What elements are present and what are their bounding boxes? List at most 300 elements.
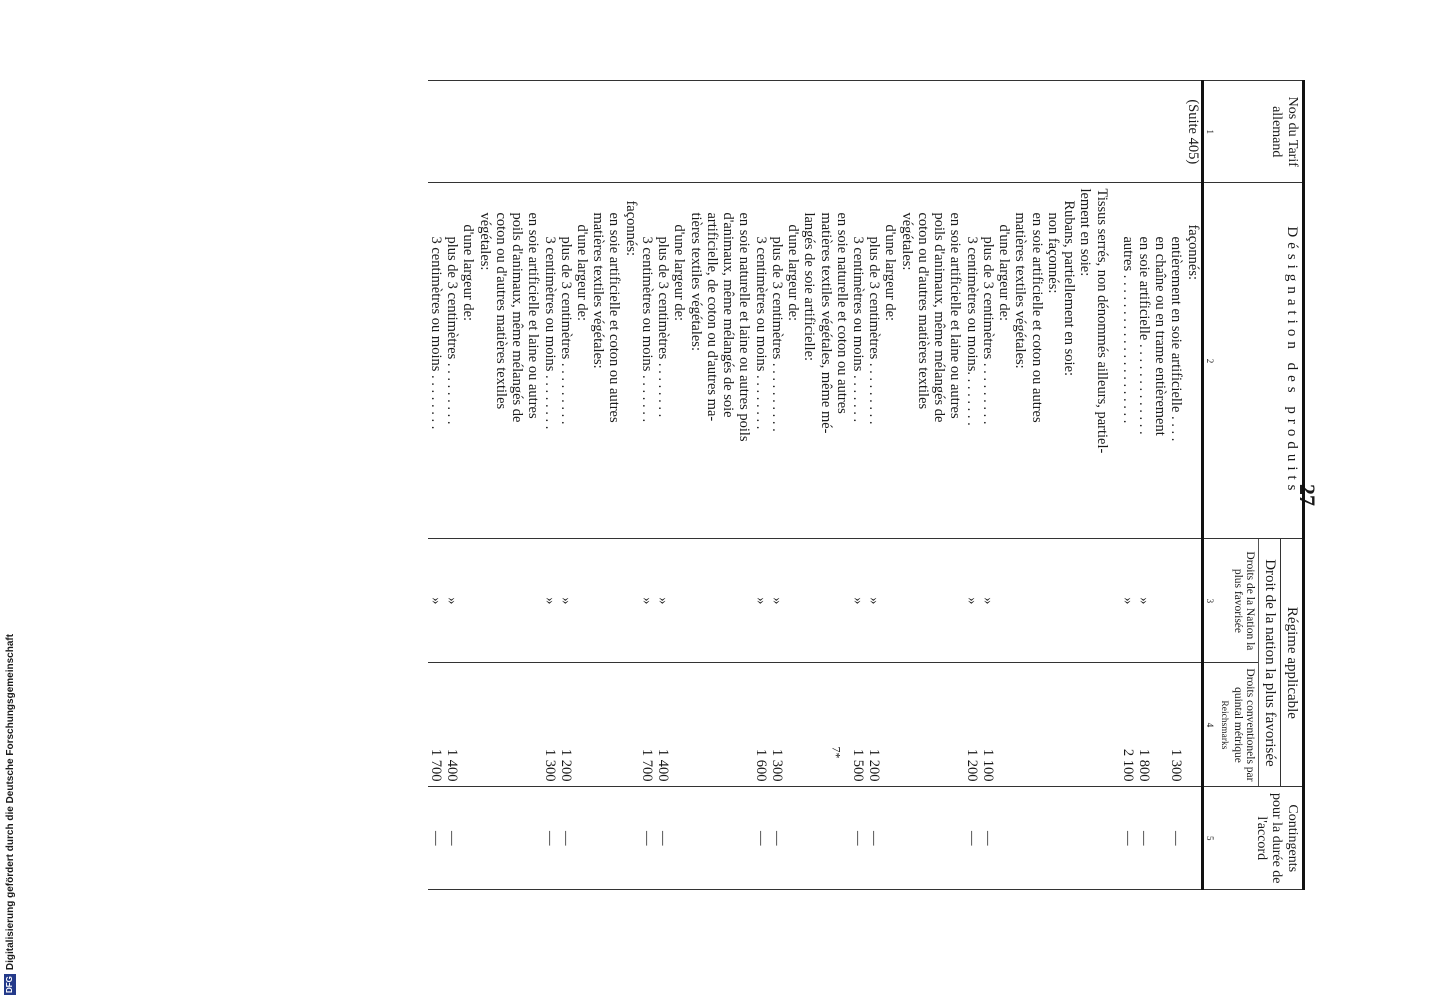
quota-cell — [525, 787, 541, 890]
conventional-duty-cell — [1028, 663, 1044, 787]
designation-cell — [606, 183, 622, 539]
conventional-duty-cell — [525, 663, 541, 787]
mfn-duty-cell — [996, 539, 1012, 663]
tariff-number-cell — [834, 81, 850, 183]
table-row — [850, 81, 866, 890]
mfn-duty-cell — [1184, 539, 1202, 663]
quota-cell — [590, 787, 606, 890]
mfn-duty-cell: » — [963, 539, 979, 663]
tariff-number-cell — [444, 81, 460, 183]
conventional-duty-cell — [931, 663, 947, 787]
conventional-duty-cell — [623, 663, 639, 787]
quota-cell: — — [980, 787, 996, 890]
mfn-duty-cell — [623, 539, 639, 663]
table-row — [525, 81, 541, 890]
mfn-duty-cell — [1061, 539, 1077, 663]
mfn-duty-cell — [817, 539, 833, 663]
conventional-duty-cell — [785, 663, 801, 787]
designation-cell — [752, 183, 768, 539]
conventional-duty-cell — [736, 663, 752, 787]
separator-cell — [1110, 81, 1120, 183]
quota-cell — [931, 787, 947, 890]
designation-text: lement en soie: — [1077, 188, 1094, 277]
conventional-duty-cell — [493, 663, 509, 787]
mfn-duty-cell: » — [558, 539, 574, 663]
quota-cell: — — [541, 787, 557, 890]
quota-cell — [785, 787, 801, 890]
tariff-number-cell — [817, 81, 833, 183]
tariff-number-cell — [687, 81, 703, 183]
tariff-number-cell — [606, 81, 622, 183]
table-row — [1184, 81, 1202, 890]
designation-cell — [817, 183, 833, 539]
designation-text: d'une largeur de: — [785, 224, 802, 322]
mfn-duty-cell — [736, 539, 752, 663]
designation-text: poils d'animaux, même mélangés de — [509, 212, 526, 423]
designation-cell — [1184, 183, 1202, 539]
designation-cell — [476, 183, 492, 539]
designation-cell — [704, 183, 720, 539]
designation-cell — [1045, 183, 1061, 539]
table-row — [720, 81, 736, 890]
mfn-duty-cell: » — [428, 539, 444, 663]
tariff-number-cell — [525, 81, 541, 183]
conventional-duty-cell — [1152, 663, 1168, 787]
designation-cell — [1012, 183, 1028, 539]
tariff-number-cell — [1012, 81, 1028, 183]
conventional-duty-cell: 1 200 — [558, 663, 574, 787]
designation-text: 3 centimètres ou moins . . . . . . . . — [541, 236, 558, 430]
tariff-body — [428, 81, 1203, 890]
designation-cell — [525, 183, 541, 539]
conventional-duty-cell: 1 300 — [769, 663, 785, 787]
designation-text: façonnés: — [1184, 224, 1201, 281]
designation-text: matières textiles végétales: — [1012, 212, 1029, 369]
table-row — [1152, 81, 1168, 890]
designation-cell — [866, 183, 882, 539]
tariff-number-cell — [882, 81, 898, 183]
separator-cell — [1110, 183, 1120, 539]
quota-cell — [915, 787, 931, 890]
mfn-duty-cell — [574, 539, 590, 663]
conventional-duty-cell — [671, 663, 687, 787]
designation-cell — [623, 183, 639, 539]
designation-text: coton ou d'autres matières textiles — [492, 212, 509, 410]
designation-cell — [1120, 183, 1136, 539]
table-row — [898, 81, 914, 890]
table-row — [623, 81, 639, 890]
table-row — [1061, 81, 1077, 890]
conventional-duty-cell — [687, 663, 703, 787]
quota-cell — [460, 787, 476, 890]
tariff-number-cell — [1152, 81, 1168, 183]
quota-cell: — — [866, 787, 882, 890]
quota-cell — [1077, 787, 1093, 890]
tariff-number-cell — [509, 81, 525, 183]
quota-cell: — — [850, 787, 866, 890]
quota-cell — [996, 787, 1012, 890]
quota-cell: — — [444, 787, 460, 890]
designation-cell — [931, 183, 947, 539]
tariff-number-cell — [785, 81, 801, 183]
mfn-duty-cell: » — [1120, 539, 1136, 663]
mfn-duty-cell — [476, 539, 492, 663]
table-row — [541, 81, 557, 890]
table-row — [1077, 81, 1093, 890]
designation-cell — [980, 183, 996, 539]
table-row — [671, 81, 687, 890]
designation-text: en soie naturelle et laine ou autres poils — [736, 212, 753, 442]
quota-cell — [509, 787, 525, 890]
table-row — [931, 81, 947, 890]
mfn-duty-cell — [687, 539, 703, 663]
mfn-duty-cell — [460, 539, 476, 663]
designation-cell — [996, 183, 1012, 539]
tariff-number-cell — [671, 81, 687, 183]
tariff-number-cell — [963, 81, 979, 183]
table-row — [915, 81, 931, 890]
header-contingents: Contingents pour la durée de l'accord — [1216, 787, 1304, 890]
tariff-number-cell — [931, 81, 947, 183]
table-row — [558, 81, 574, 890]
designation-cell — [574, 183, 590, 539]
designation-cell — [834, 183, 850, 539]
quota-cell — [623, 787, 639, 890]
mfn-duty-cell — [931, 539, 947, 663]
table-row — [736, 81, 752, 890]
tariff-number-cell — [1136, 81, 1152, 183]
mfn-duty-cell — [493, 539, 509, 663]
table-row — [769, 81, 785, 890]
designation-text: d'une largeur de: — [574, 224, 591, 322]
tariff-number-cell — [574, 81, 590, 183]
quota-cell — [493, 787, 509, 890]
conventional-duty-cell — [947, 663, 963, 787]
table-row — [460, 81, 476, 890]
conventional-duty-cell — [509, 663, 525, 787]
header-designation: Désignation des produits — [1216, 183, 1304, 539]
table-row — [963, 81, 979, 890]
quota-cell: — — [1168, 787, 1184, 890]
designation-text: Tissus serrés, non dénommés ailleurs, partiel- — [1093, 188, 1110, 454]
separator-cell — [1110, 787, 1120, 890]
designation-text: végétales: — [898, 212, 915, 271]
designation-cell — [785, 183, 801, 539]
conventional-duty-cell: 1 200 — [963, 663, 979, 787]
designation-text: 3 centimètres ou moins. . . . . . . . — [963, 236, 980, 426]
table-row — [1120, 81, 1136, 890]
column-number: 4 — [1202, 663, 1216, 787]
conventional-duty-cell: 1 800 — [1136, 663, 1152, 787]
quota-cell: — — [1136, 787, 1152, 890]
quota-cell — [574, 787, 590, 890]
mfn-duty-cell: » — [541, 539, 557, 663]
conventional-duty-cell: 1 400 — [444, 663, 460, 787]
designation-cell — [655, 183, 671, 539]
tariff-number-cell — [1045, 81, 1061, 183]
mfn-duty-cell — [1045, 539, 1061, 663]
header-tariff-number: Nos du Tarif allemand — [1216, 81, 1304, 183]
designation-text: non façonnés: — [1044, 212, 1061, 294]
tariff-number-cell — [558, 81, 574, 183]
designation-cell — [493, 183, 509, 539]
mfn-duty-cell — [1093, 539, 1109, 663]
conventional-duty-cell: 1 400 — [655, 663, 671, 787]
table-row — [639, 81, 655, 890]
conventional-duty-cell: 1 500 — [850, 663, 866, 787]
table-row — [785, 81, 801, 890]
header-conventional-duties — [1216, 663, 1259, 787]
mfn-duty-cell — [1077, 539, 1093, 663]
mfn-duty-cell: » — [980, 539, 996, 663]
designation-text: végétales: — [476, 212, 493, 271]
conventional-duty-cell — [801, 663, 817, 787]
table-row — [574, 81, 590, 890]
designation-cell — [898, 183, 914, 539]
tariff-number-cell: (Suite 405) — [1184, 81, 1202, 183]
tariff-number-cell — [590, 81, 606, 183]
quota-cell: — — [639, 787, 655, 890]
table-row — [947, 81, 963, 890]
conventional-duty-cell — [1045, 663, 1061, 787]
designation-text: entièrement en soie artificielle . . . . — [1168, 236, 1185, 442]
tariff-number-cell — [1077, 81, 1093, 183]
tariff-number-cell — [801, 81, 817, 183]
header-mfn: Droit de la nation la plus favorisée — [1259, 539, 1281, 787]
tariff-number-cell — [898, 81, 914, 183]
designation-cell — [1028, 183, 1044, 539]
conventional-duty-cell — [1184, 663, 1202, 787]
mfn-duty-cell — [801, 539, 817, 663]
conventional-duty-cell — [882, 663, 898, 787]
mfn-duty-cell: » — [1136, 539, 1152, 663]
conventional-duty-cell — [590, 663, 606, 787]
mfn-duty-cell — [1012, 539, 1028, 663]
designation-cell — [769, 183, 785, 539]
designation-cell — [801, 183, 817, 539]
designation-cell — [639, 183, 655, 539]
conventional-duty-cell: 1 700 — [428, 663, 444, 787]
tariff-number-cell — [476, 81, 492, 183]
designation-text: 3 centimètres ou moins . . . . . . . — [850, 236, 867, 423]
designation-cell — [460, 183, 476, 539]
folio-mark: 7* — [829, 746, 844, 759]
mfn-duty-cell — [785, 539, 801, 663]
quota-cell — [704, 787, 720, 890]
tariff-number-cell — [752, 81, 768, 183]
quota-cell — [1028, 787, 1044, 890]
tariff-number-cell — [720, 81, 736, 183]
designation-text: en soie artificielle et laine ou autres — [947, 212, 964, 419]
designation-text: autres . . . . . . . . . . . . . . . . . . . . . — [1119, 236, 1136, 424]
designation-text: 3 centimètres ou moins . . . . . . . . — [752, 236, 769, 430]
tariff-number-cell — [1093, 81, 1109, 183]
designation-text: plus de 3 centimètres . . . . . . . . . — [444, 236, 461, 425]
tariff-number-cell — [1028, 81, 1044, 183]
mfn-duty-cell: » — [639, 539, 655, 663]
quota-cell — [1093, 787, 1109, 890]
tariff-number-cell — [541, 81, 557, 183]
conventional-duty-cell — [704, 663, 720, 787]
quota-cell: — — [558, 787, 574, 890]
quota-cell — [834, 787, 850, 890]
quota-cell — [1061, 787, 1077, 890]
quota-cell: — — [769, 787, 785, 890]
quota-cell — [720, 787, 736, 890]
tariff-number-cell — [736, 81, 752, 183]
dfg-logo: DFG — [5, 976, 14, 993]
designation-text: d'une largeur de: — [996, 224, 1013, 322]
mfn-duty-cell — [509, 539, 525, 663]
table-row — [687, 81, 703, 890]
separator-cell — [1110, 539, 1120, 663]
designation-text: plus de 3 centimètres . . . . . . . . . — [866, 236, 883, 425]
designation-cell — [1077, 183, 1093, 539]
designation-cell — [720, 183, 736, 539]
designation-text: plus de 3 centimètres . . . . . . . . — [655, 236, 672, 418]
tariff-table — [428, 80, 1305, 890]
quota-cell — [947, 787, 963, 890]
quota-cell: — — [428, 787, 444, 890]
conventional-duty-cell — [574, 663, 590, 787]
mfn-duty-cell — [704, 539, 720, 663]
designation-cell — [428, 183, 444, 539]
table-row — [801, 81, 817, 890]
mfn-duty-cell: » — [866, 539, 882, 663]
mfn-duty-cell: » — [769, 539, 785, 663]
conventional-duty-cell — [1061, 663, 1077, 787]
separator-cell — [1110, 663, 1120, 787]
designation-text: en chaîne ou en trame entièrement — [1152, 236, 1169, 436]
mfn-duty-cell: » — [655, 539, 671, 663]
quota-cell — [801, 787, 817, 890]
designation-cell — [1168, 183, 1184, 539]
designation-cell — [444, 183, 460, 539]
table-row — [1093, 81, 1109, 890]
designation-cell — [558, 183, 574, 539]
designation-text: matières textiles végétales: — [590, 212, 607, 369]
designation-text: d'une largeur de: — [671, 224, 688, 322]
tariff-number-cell — [623, 81, 639, 183]
table-row — [655, 81, 671, 890]
conventional-duty-cell — [898, 663, 914, 787]
designation-cell — [963, 183, 979, 539]
tariff-number-cell — [1120, 81, 1136, 183]
designation-cell — [671, 183, 687, 539]
tariff-number-cell — [915, 81, 931, 183]
table-row — [509, 81, 525, 890]
mfn-duty-cell: » — [444, 539, 460, 663]
mfn-duty-cell — [834, 539, 850, 663]
quota-cell — [736, 787, 752, 890]
conventional-duty-cell — [476, 663, 492, 787]
mfn-duty-cell — [1152, 539, 1168, 663]
mfn-duty-cell — [915, 539, 931, 663]
table-row — [980, 81, 996, 890]
column-number: 5 — [1202, 787, 1216, 890]
table-row — [428, 81, 444, 890]
table-row — [493, 81, 509, 890]
designation-text: plus de 3 centimètres . . . . . . . . . — [557, 236, 574, 425]
table-row — [996, 81, 1012, 890]
header-regime: Régime applicable — [1281, 539, 1304, 787]
mfn-duty-cell — [606, 539, 622, 663]
conventional-duty-cell: 1 700 — [639, 663, 655, 787]
quota-cell — [1152, 787, 1168, 890]
conventional-duty-cell: 1 300 — [541, 663, 557, 787]
designation-text: coton ou d'autres matières textiles — [914, 212, 931, 410]
designation-cell — [687, 183, 703, 539]
conventional-duty-cell — [1077, 663, 1093, 787]
row-separator — [1110, 81, 1120, 890]
page-number: 27 — [1295, 484, 1320, 506]
designation-text: poils d'animaux, même mélangés de — [931, 212, 948, 423]
header-currency-unit: Reichsmarks — [1218, 700, 1229, 750]
quota-cell — [476, 787, 492, 890]
tariff-number-cell — [655, 81, 671, 183]
designation-cell — [1061, 183, 1077, 539]
designation-cell — [541, 183, 557, 539]
table-row — [882, 81, 898, 890]
conventional-duty-cell — [1012, 663, 1028, 787]
conventional-duty-cell — [606, 663, 622, 787]
table-row — [1045, 81, 1061, 890]
quota-cell: — — [655, 787, 671, 890]
designation-cell — [1136, 183, 1152, 539]
table-row — [834, 81, 850, 890]
conventional-duty-cell — [817, 663, 833, 787]
designation-text: artificielle, de coton ou d'autres ma- — [703, 212, 720, 422]
tariff-number-cell — [866, 81, 882, 183]
column-number: 3 — [1202, 539, 1216, 663]
designation-cell — [850, 183, 866, 539]
quota-cell — [1045, 787, 1061, 890]
conventional-duty-cell — [996, 663, 1012, 787]
table-row — [606, 81, 622, 890]
designation-text: en soie naturelle et coton ou autres — [833, 212, 850, 414]
tariff-number-cell — [1168, 81, 1184, 183]
designation-text: matières textiles végétales, même mé- — [817, 212, 834, 434]
table-row — [1136, 81, 1152, 890]
designation-text: 3 centimètres ou moins . . . . . . . — [638, 236, 655, 423]
tariff-number-cell — [980, 81, 996, 183]
designation-text: en soie artificielle . . . . . . . . . . . . . — [1136, 236, 1152, 435]
designation-text: plus de 3 centimètres . . . . . . . . . . — [768, 236, 785, 432]
conventional-duty-cell: 1 300 — [1168, 663, 1184, 787]
column-number: 2 — [1202, 183, 1216, 539]
quota-cell — [1012, 787, 1028, 890]
quota-cell: — — [1120, 787, 1136, 890]
quota-cell — [1184, 787, 1202, 890]
quota-cell: — — [752, 787, 768, 890]
designation-cell — [736, 183, 752, 539]
table-row — [444, 81, 460, 890]
mfn-duty-cell — [947, 539, 963, 663]
designation-cell — [915, 183, 931, 539]
mfn-duty-cell — [590, 539, 606, 663]
designation-text: d'une largeur de: — [460, 224, 477, 322]
conventional-duty-cell: 2 100 — [1120, 663, 1136, 787]
quota-cell: — — [963, 787, 979, 890]
mfn-duty-cell — [525, 539, 541, 663]
mfn-duty-cell — [1168, 539, 1184, 663]
designation-text: plus de 3 centimètres . . . . . . . . . — [979, 236, 996, 425]
designation-cell — [509, 183, 525, 539]
mfn-duty-cell: » — [752, 539, 768, 663]
column-number: 1 — [1202, 81, 1216, 183]
designation-text: d'une largeur de: — [882, 224, 899, 322]
designation-cell — [1152, 183, 1168, 539]
